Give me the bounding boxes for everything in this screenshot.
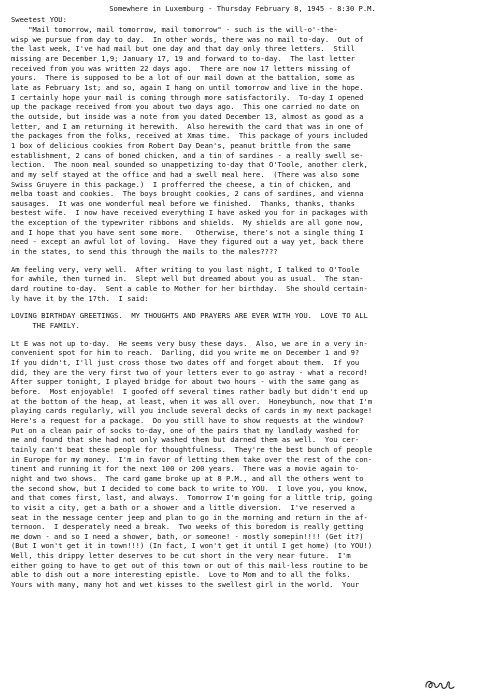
paragraph-2-line: ly have it by the 17th. I said: — [11, 293, 149, 303]
paragraph-3-line: tainly can't beat these people for thoughtfulness. They're the best bunch of people — [11, 444, 373, 454]
paragraph-1 — [11, 25, 474, 257]
paragraph-2 — [11, 265, 474, 304]
paragraph-3-line: If you didn't, I'll just cross those two dates off and forget about them. If you — [11, 358, 360, 367]
paragraph-3-line: After supper tonight, I played bridge for about two hours - with the same gang as — [11, 377, 360, 387]
paragraph-3-line: night and two shows. The card game broke up at 8 P.M., and all the others went to — [11, 473, 364, 483]
signature-scribble — [423, 676, 461, 692]
paragraph-1-line: 1 box of delicious cookies from Robert Day Dean's, peanut brittle from the same — [11, 140, 351, 150]
paragraph-1-line: yours. There is supposed to be a lot of our mail down at the battalion, some as — [11, 73, 355, 83]
paragraph-1-line: melba toast and cookies. The boys brought cookies, 2 cans of sardines, and vienna — [11, 189, 364, 199]
paragraph-1-line: wisp we pursue from day to day. In other words, there was no mail to-day. Out of — [11, 34, 364, 44]
cable-line: LOVING BIRTHDAY GREETINGS. MY THOUGHTS AND PRAYERS ARE EVER WITH YOU. LOVE TO ALL — [11, 311, 368, 321]
handwritten-signature — [423, 676, 461, 692]
paragraph-1-line: the packages from the folks, received at Xmas time. This package of yours included — [11, 131, 368, 141]
paragraph-1-line: need - except an awful lot of loving. Have they figured out a way yet, back there — [11, 237, 364, 247]
paragraph-3-line: seat in the message center jeep and plan to go in the morning and return in the af- — [11, 512, 368, 522]
paragraph-3-line: before. Most enjoyable! I goofed off several times rather badly but didn't end up — [11, 386, 368, 396]
paragraph-1-line: sausages. It was one wonderful meal before we finished. Thanks, thanks, thanks — [11, 198, 355, 208]
paragraph-3-line: ternoon. I desperately need a break. Two weeks of this boredom is really getting — [11, 522, 364, 532]
paragraph-1-line: and I hope that you have sent some more. Otherwise, there's not a single thing I — [11, 227, 364, 237]
paragraph-3-line: Here's a request for a package. Do you still have to show requests at the window? — [11, 415, 364, 425]
paragraph-3-line: did, they are the very first two of your letters ever to go astray - what a record! — [11, 367, 368, 377]
paragraph-1-line: Swiss Gruyere in this package.) I profferred the cheese, a tin of chicken, and — [11, 179, 351, 189]
paragraph-1-line: letter, and I am returning it herewith. Also herewith the card that was in one of — [11, 121, 364, 131]
paragraph-3-line: the second show, but I decided to come back to write to YOU. I love you, you know, — [11, 483, 368, 493]
paragraph-1-line: the last week, I've had mail but one day and that day only three letters. Still — [11, 44, 355, 54]
paragraph-1-line: in the states, to send this through the mails to the males???? — [11, 247, 278, 257]
paragraph-3-line: (But I won't get it in town!!!) (In fact, I won't get it until I get home) (to YOU!) — [11, 541, 373, 551]
paragraph-2-line: dard routine to-day. Sent a cable to Mother for her birthday. She should certain- — [11, 284, 368, 294]
letter-header: Somewhere in Luxemburg - Thursday February 8, 1945 - 8:30 P.M. — [109, 4, 376, 13]
paragraph-1-line: received from you was written 22 days ago. There are now 17 letters missing of — [11, 63, 351, 73]
paragraph-1-line: I certainly hope your mail is coming through more satisfactorily. To-day I opened — [11, 92, 364, 102]
paragraph-3-line: Lt E was not up to-day. He seems very busy these days. Also, we are in a very in- — [11, 338, 368, 348]
paragraph-3-line: me down - and so I need a shower, bath, or someone! - mostly somepin!!!! (Get it?) — [11, 531, 364, 541]
paragraph-1-line: late as February 1st; and so, again I hang on until tomorrow and live in the hope. — [11, 82, 364, 92]
paragraph-2-line: Am feeling very, very well. After writing to you last night, I talked to O'Toole — [11, 264, 360, 274]
paragraph-1-line: bestest wife. I now have received everything I have asked you for in packages with — [11, 208, 368, 218]
paragraph-3-line: playing cards regularly, will you include several decks of cards in my next package! — [11, 406, 373, 416]
paragraph-1-line: establishment, 2 cans of boned chicken, and a tin of sardines - a really swell se- — [11, 150, 364, 160]
paragraph-3 — [11, 339, 474, 590]
paragraph-3-line: able to dish out a more interesting epistle. Love to Mom and to all the folks. — [11, 570, 351, 580]
paragraph-3-line: Put on a clean pair of socks to-day, one of the pairs that my landlady washed for — [11, 425, 360, 435]
paragraph-3-line: at the bottom of the heap, at least, when it was all over. Honeybunch, now that I'm — [11, 396, 373, 406]
paragraph-1-line: lection. The noon meal sounded so unappetizing to-day that O'Toole, another clerk, — [11, 160, 368, 170]
paragraph-3-line: me and found that she had not only washed them but darned them as well. You cer- — [11, 435, 360, 445]
cable-text — [11, 311, 474, 330]
paragraph-3-line: in Europe for my money. I'm in favor of letting them take over the rest of the con- — [11, 454, 373, 464]
paragraph-2-line: for awhile, then turned in. Slept well but dreamed about you as usual. The stan- — [11, 274, 364, 284]
paragraph-1-line: "Mail tomorrow, mail tomorrow, mail tomorrow" - such is the will-o'-the- — [11, 25, 338, 34]
paragraph-3-line: Yours with many, many hot and wet kisses to the swellest girl in the world. Your — [11, 580, 360, 590]
paragraph-1-line: and my self stayed at the office and had a swell meal here. (There was also some — [11, 169, 360, 179]
paragraph-1-line: up the package received from you about two days ago. This one carried no date on — [11, 102, 360, 112]
paragraph-3-line: to visit a city, get a bath or a shower and a little diversion. I've reserved a — [11, 502, 355, 512]
paragraph-1-line: the exception of the typewriter ribbons and shields. My shields are all gone now, — [11, 218, 364, 228]
cable-line: THE FAMILY. — [11, 321, 80, 331]
paragraph-3-line: and that comes first, last, and always. Tomorrow I'm going for a little trip, going — [11, 493, 373, 503]
paragraph-1-line: the outside, but inside was a note from you dated December 13, almost as good as a — [11, 111, 364, 121]
paragraph-3-line: either going to have to get out of this town or out of this mail-less routine to be — [11, 560, 368, 570]
paragraph-3-line: Well, this drippy letter deserves to be cut short in the very near future. I'm — [11, 551, 351, 561]
paragraph-3-line: tinent and running it for the next 100 or 200 years. There was a movie again to- — [11, 464, 360, 474]
paragraph-1-line: missing are December 1,9; January 17, 19 and forward to to-day. The last letter — [11, 53, 355, 63]
salutation: Sweetest YOU: — [11, 15, 67, 24]
paragraph-3-line: convenient spot for him to reach. Darling, did you write me on December 1 and 9? — [11, 348, 360, 358]
